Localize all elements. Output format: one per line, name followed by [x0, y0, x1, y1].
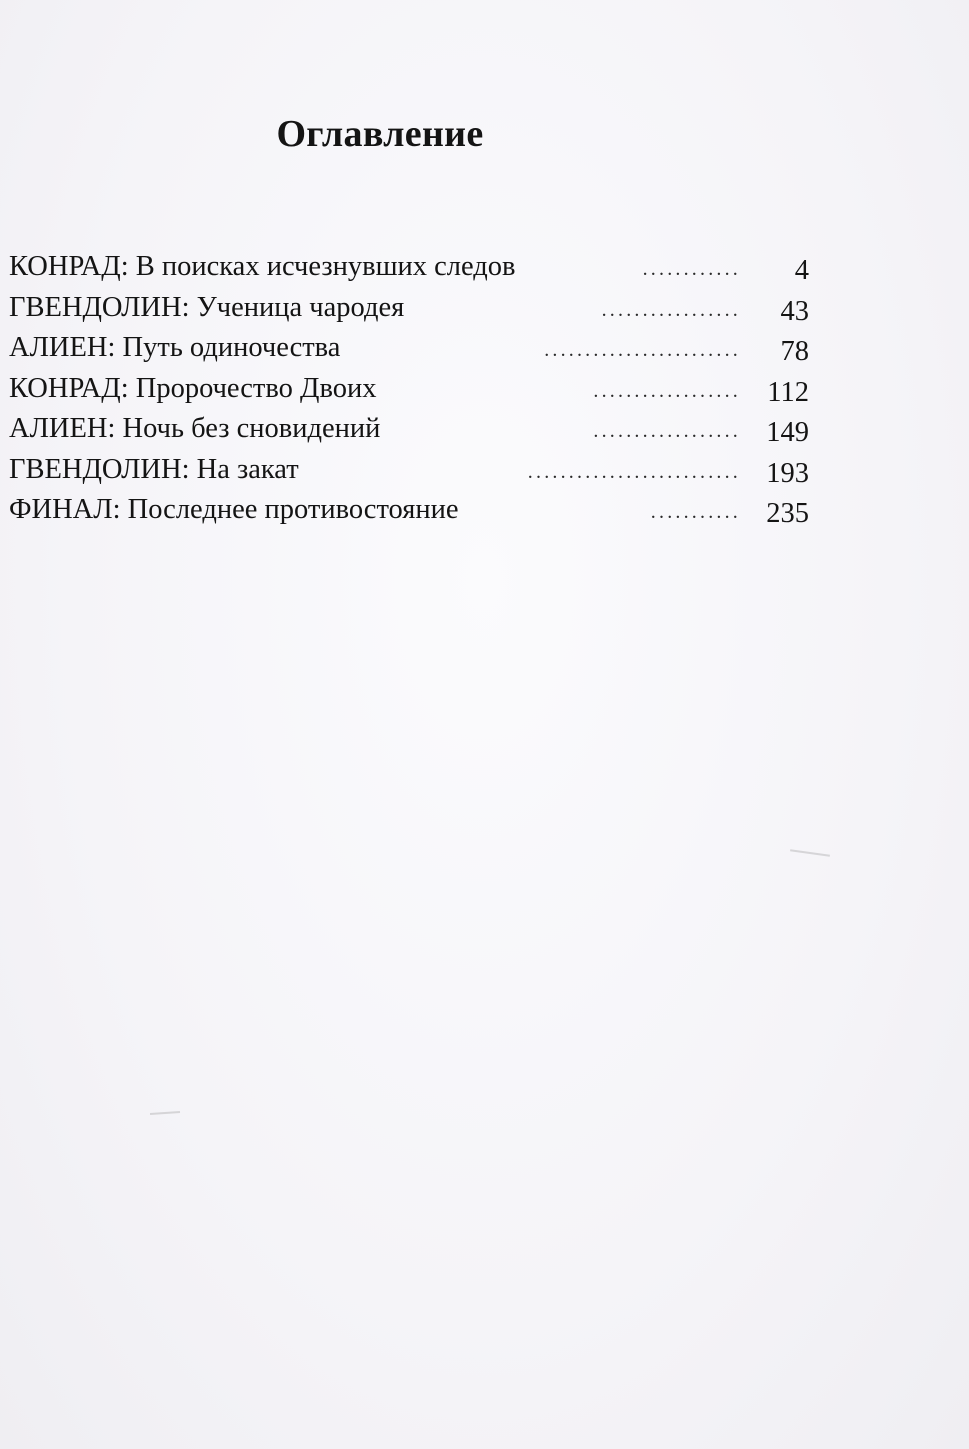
- toc-entry-label: ГВЕНДОЛИН: На закат: [9, 453, 299, 485]
- toc-entry-page: 193: [766, 457, 809, 489]
- toc-entry-label: АЛИЕН: Путь одиночества: [9, 332, 341, 363]
- toc-entry-label: ГВЕНДОЛИН: Ученица чародея: [9, 291, 405, 323]
- toc-entry-page: 149: [766, 417, 809, 448]
- toc-entry-label: ФИНАЛ: Последнее противостояние: [9, 494, 459, 525]
- paper-mark: [790, 849, 830, 857]
- toc-entry-leader: .................: [601, 298, 741, 321]
- toc-entry: [0, 490, 969, 531]
- toc-entry-label: КОНРАД: Пророчество Двоих: [9, 372, 377, 404]
- toc-entry-label: АЛИЕН: Ночь без сновидений: [9, 413, 381, 444]
- toc-entry-leader: ........................: [544, 339, 741, 361]
- toc-entry-label: КОНРАД: В поисках исчезнувших следов: [9, 251, 516, 282]
- toc-entry-leader: ..................: [593, 420, 741, 442]
- toc-entry: [0, 247, 969, 288]
- toc-entry-page: 4: [794, 255, 809, 286]
- table-of-contents: [0, 247, 969, 531]
- toc-entry-leader: ............: [642, 258, 741, 280]
- toc-entry-leader: ...........: [650, 501, 741, 523]
- toc-entry-page: 235: [766, 498, 809, 529]
- paper-mark: [150, 1111, 180, 1115]
- toc-entry: [0, 409, 969, 450]
- toc-entry: [0, 369, 969, 410]
- toc-entry-leader: ..........................: [527, 460, 741, 483]
- toc-entry-page: 112: [767, 376, 809, 408]
- toc-entry-page: 78: [780, 336, 809, 367]
- toc-entry: [0, 450, 969, 491]
- toc-entry-page: 43: [780, 295, 809, 327]
- toc-entry: [0, 288, 969, 329]
- toc-entry-leader: ..................: [593, 379, 741, 402]
- toc-title: Оглавление: [276, 113, 484, 155]
- toc-entry: [0, 328, 969, 369]
